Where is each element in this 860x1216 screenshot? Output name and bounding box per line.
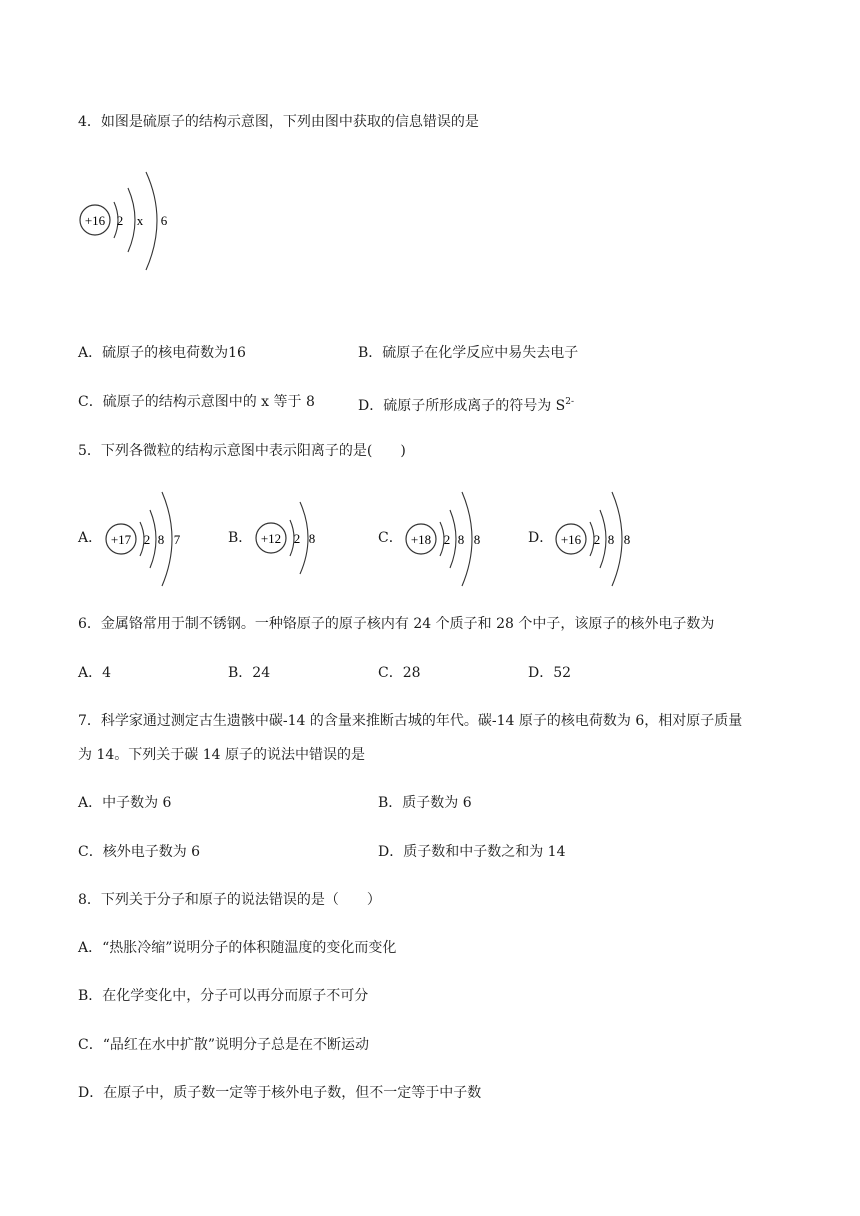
question-5-stem: 5．下列各微粒的结构示意图中表示阳离子的是( ) [78,443,406,459]
question-7-stem-line-2: 为 14。下列关于碳 14 原子的说法中错误的是 [78,747,365,763]
q5-option-b-label: B． [228,530,253,546]
nucleus-label: +16 [84,213,106,228]
q6-option-c: C．28 [378,665,421,681]
nucleus-label: +16 [560,532,582,547]
q5-option-d-diagram [554,488,644,588]
shell-2-label: x [136,213,144,228]
shell-1-label: 2 [116,213,124,228]
q4-option-d-text: D．硫原子所形成离子的符号为 S [358,398,566,414]
shell-1-label: 2 [143,532,151,547]
shell-1-label: 2 [293,531,301,546]
question-6-stem: 6．金属铬常用于制不锈钢。一种铬原子的原子核内有 24 个质子和 28 个中子，该原子的核外电子数为 [78,616,715,632]
shell-2-label: 8 [457,532,465,547]
shell-1-label: 2 [443,532,451,547]
q5-option-c-diagram [404,488,494,588]
q7-option-b: B．质子数为 6 [378,795,472,811]
q4-option-a: A．硫原子的核电荷数为16 [78,345,246,361]
shell-3-label: 8 [623,532,631,547]
shell-3-label: 8 [473,532,481,547]
shell-1-label: 2 [593,532,601,547]
q8-option-d: D．在原子中，质子数一定等于核外电子数，但不一定等于中子数 [78,1085,482,1101]
q5-option-a-label: A． [78,530,103,546]
q7-option-d: D．质子数和中子数之和为 14 [378,844,566,860]
q5-option-a-diagram [104,488,194,588]
nucleus-label: +18 [410,532,432,547]
q8-option-c: C．“品红在水中扩散”说明分子总是在不断运动 [78,1037,370,1053]
q5-option-d-label: D． [528,530,554,546]
q6-option-b: B．24 [228,665,271,681]
nucleus-label: +17 [110,532,132,547]
ion-charge-superscript: 2- [565,397,575,407]
q8-option-a: A．“热胀冷缩”说明分子的体积随温度的变化而变化 [78,940,397,956]
q6-option-a: A．4 [78,665,112,681]
q6-option-d: D．52 [528,665,572,681]
sulfur-atom-diagram [76,166,176,276]
q7-option-a: A．中子数为 6 [78,795,172,811]
q4-option-c: C．硫原子的结构示意图中的 x 等于 8 [78,394,315,410]
shell-3-label: 6 [160,213,168,228]
nucleus-label: +12 [260,531,282,546]
shell-2-label: 8 [157,532,165,547]
shell-2-label: 8 [607,532,615,547]
q8-option-b: B．在化学变化中，分子可以再分而原子不可分 [78,988,369,1004]
q7-option-c: C．核外电子数为 6 [78,844,201,860]
q5-option-b-diagram [254,498,334,578]
question-4-stem: 4．如图是硫原子的结构示意图，下列由图中获取的信息错误的是 [78,114,479,130]
shell-3-label: 7 [173,532,181,547]
question-8-stem: 8．下列关于分子和原子的说法错误的是（ ） [78,892,381,908]
q5-option-c-label: C． [378,530,403,546]
shell-2-label: 8 [308,531,316,546]
q4-option-b: B．硫原子在化学反应中易失去电子 [358,345,579,361]
question-7-stem-line-1: 7．科学家通过测定古生遗骸中碳-14 的含量来推断古城的年代。碳-14 原子的核电荷数为 6，相对原子质量 [78,713,743,729]
q4-option-d [358,392,574,416]
